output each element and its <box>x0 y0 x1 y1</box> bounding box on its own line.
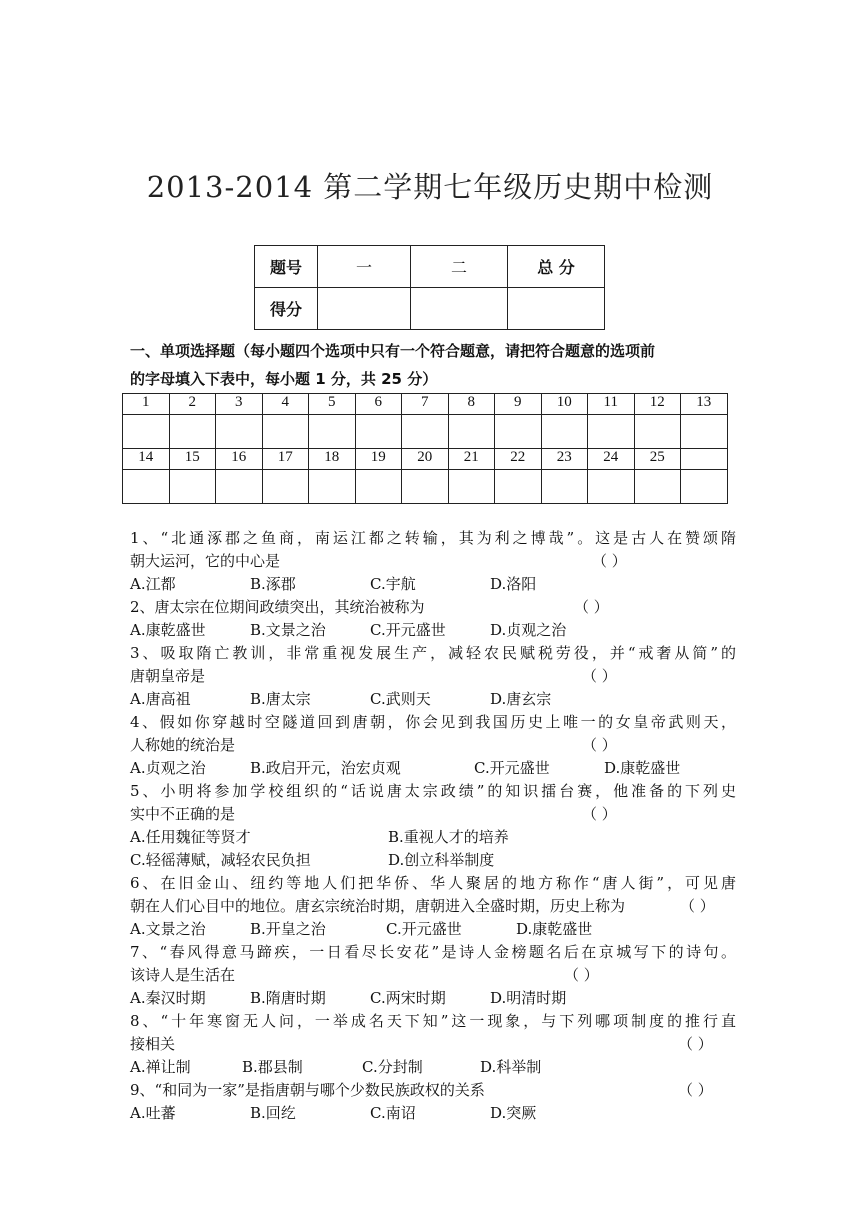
option-a[interactable]: A.唐高祖 <box>130 690 191 708</box>
option-c[interactable]: C.南诏 <box>370 1104 416 1122</box>
question-line: 实中不正确的是 <box>130 805 236 823</box>
question-line: 2、唐太宗在位期间政绩突出，其统治被称为 <box>130 598 425 616</box>
answer-number: 23 <box>541 449 588 470</box>
answer-number: 3 <box>216 394 263 415</box>
question-line: 6、在旧金山、纽约等地人们把华侨、华人聚居的地方称作“唐人街”，可见唐 <box>130 874 736 892</box>
answer-number: 7 <box>402 394 449 415</box>
question-text <box>130 1033 736 1056</box>
option-row <box>130 1102 736 1125</box>
answer-number: 1 <box>123 394 170 415</box>
score-cell[interactable] <box>318 288 411 330</box>
answer-parentheses[interactable]: （ ） <box>678 1035 713 1053</box>
option-row <box>130 573 736 596</box>
answer-cell[interactable] <box>634 470 681 504</box>
answer-number: 18 <box>309 449 356 470</box>
answer-number: 9 <box>495 394 542 415</box>
answer-number: 14 <box>123 449 170 470</box>
answer-parentheses[interactable]: （ ） <box>574 598 609 616</box>
answer-cell[interactable] <box>355 415 402 449</box>
score-cell[interactable] <box>508 288 605 330</box>
option-row <box>130 987 736 1010</box>
answer-number: 6 <box>355 394 402 415</box>
option-row <box>130 688 736 711</box>
answer-cell[interactable] <box>541 470 588 504</box>
option-a[interactable]: A.秦汉时期 <box>130 989 206 1007</box>
option-a[interactable]: A.康乾盛世 <box>130 621 206 639</box>
question-item <box>130 642 736 711</box>
answer-cell[interactable] <box>355 470 402 504</box>
option-d[interactable]: D.科举制 <box>480 1058 542 1076</box>
option-d[interactable]: D.康乾盛世 <box>604 759 681 777</box>
answer-cell[interactable] <box>169 415 216 449</box>
answer-cell[interactable] <box>448 415 495 449</box>
question-item <box>130 1079 736 1125</box>
option-row <box>130 826 736 849</box>
answer-cell[interactable] <box>588 470 635 504</box>
score-header-part2: 二 <box>411 246 508 288</box>
option-a[interactable]: A.贞观之治 <box>130 759 206 777</box>
question-text <box>130 1079 736 1102</box>
question-text <box>130 1010 736 1033</box>
option-d[interactable]: D.唐玄宗 <box>490 690 552 708</box>
option-b[interactable]: B.文景之治 <box>250 621 326 639</box>
answer-cell[interactable] <box>216 415 263 449</box>
answer-cell[interactable] <box>262 415 309 449</box>
question-item <box>130 527 736 596</box>
question-text <box>130 964 736 987</box>
option-row <box>130 757 736 780</box>
question-line: 朝大运河，它的中心是 <box>130 552 281 570</box>
question-text <box>130 872 736 895</box>
answer-number: 15 <box>169 449 216 470</box>
option-c[interactable]: C.分封制 <box>362 1058 423 1076</box>
option-b[interactable]: B.涿郡 <box>250 575 296 593</box>
answer-number: 19 <box>355 449 402 470</box>
question-line: 该诗人是生活在 <box>130 966 236 984</box>
answer-cell[interactable] <box>216 470 263 504</box>
option-c[interactable]: C.轻徭薄赋，减轻农民负担 <box>130 851 311 869</box>
option-a[interactable]: A.任用魏征等贤才 <box>130 828 251 846</box>
option-row <box>130 619 736 642</box>
option-d[interactable]: D.洛阳 <box>490 575 537 593</box>
question-line: 接相关 <box>130 1035 176 1053</box>
answer-cell[interactable] <box>309 470 356 504</box>
question-text <box>130 711 736 734</box>
answer-number: 10 <box>541 394 588 415</box>
answer-cell[interactable] <box>402 415 449 449</box>
option-row <box>130 1056 736 1079</box>
answer-parentheses[interactable]: （ ） <box>592 552 627 570</box>
score-cell[interactable] <box>411 288 508 330</box>
answer-cell[interactable] <box>588 415 635 449</box>
answer-number: 24 <box>588 449 635 470</box>
answer-number: 2 <box>169 394 216 415</box>
question-text <box>130 895 736 918</box>
question-item <box>130 1010 736 1079</box>
option-b[interactable]: B.重视人才的培养 <box>388 828 509 846</box>
option-b[interactable]: B.政启开元，治宏贞观 <box>250 759 401 777</box>
question-item <box>130 872 736 941</box>
answer-number: 21 <box>448 449 495 470</box>
answer-cell[interactable] <box>262 470 309 504</box>
answer-number: 20 <box>402 449 449 470</box>
answer-cell[interactable] <box>123 470 170 504</box>
answer-cell[interactable] <box>169 470 216 504</box>
option-row <box>130 849 736 872</box>
option-a[interactable]: A.禅让制 <box>130 1058 191 1076</box>
question-line: 朝在人们心目中的地位。唐玄宗统治时期，唐朝进入全盛时期，历史上称为 <box>130 897 626 915</box>
option-a[interactable]: A.吐蕃 <box>130 1104 176 1122</box>
option-c[interactable]: C.武则天 <box>370 690 431 708</box>
answer-cell[interactable] <box>123 415 170 449</box>
option-b[interactable]: B.郡县制 <box>242 1058 303 1076</box>
option-row <box>130 918 736 941</box>
question-line: 4、假如你穿越时空隧道回到唐朝，你会见到我国历史上唯一的女皇帝武则天， <box>130 713 736 731</box>
question-text <box>130 780 736 803</box>
question-line: 8、“十年寒窗无人问，一举成名天下知”这一现象，与下列哪项制度的推行直 <box>130 1012 736 1030</box>
answer-number: 22 <box>495 449 542 470</box>
answer-cell[interactable] <box>495 470 542 504</box>
question-item <box>130 780 736 872</box>
option-c[interactable]: C.两宋时期 <box>370 989 446 1007</box>
question-item <box>130 941 736 1010</box>
answer-cell[interactable] <box>541 415 588 449</box>
score-row-label: 得分 <box>255 288 318 330</box>
option-b[interactable]: B.唐太宗 <box>250 690 311 708</box>
option-b[interactable]: B.开皇之治 <box>250 920 326 938</box>
question-line: 9、“和同为一家”是指唐朝与哪个少数民族政权的关系 <box>130 1081 485 1099</box>
answer-parentheses[interactable]: （ ） <box>678 1081 713 1099</box>
answer-number: 8 <box>448 394 495 415</box>
option-d[interactable]: D.突厥 <box>490 1104 537 1122</box>
option-b[interactable]: B.回纥 <box>250 1104 296 1122</box>
answer-parentheses[interactable]: （ ） <box>582 736 617 754</box>
question-line: 唐朝皇帝是 <box>130 667 206 685</box>
answer-cell[interactable] <box>634 415 681 449</box>
option-a[interactable]: A.文景之治 <box>130 920 206 938</box>
question-text <box>130 734 736 757</box>
question-line: 7、“春风得意马蹄疾，一日看尽长安花”是诗人金榜题名后在京城写下的诗句。 <box>130 943 736 961</box>
option-c[interactable]: C.开元盛世 <box>370 621 446 639</box>
answer-cell[interactable] <box>681 470 728 504</box>
option-a[interactable]: A.江都 <box>130 575 176 593</box>
score-header-part1: 一 <box>318 246 411 288</box>
answer-number: 4 <box>262 394 309 415</box>
option-d[interactable]: D.明清时期 <box>490 989 567 1007</box>
question-text <box>130 550 736 573</box>
question-line: 1、“北通涿郡之鱼商，南运江都之转输，其为利之博哉”。这是古人在赞颂隋 <box>130 529 736 547</box>
option-c[interactable]: C.宇航 <box>370 575 416 593</box>
option-d[interactable]: D.康乾盛世 <box>516 920 593 938</box>
question-text <box>130 941 736 964</box>
option-b[interactable]: B.隋唐时期 <box>250 989 326 1007</box>
option-c[interactable]: C.开元盛世 <box>474 759 550 777</box>
page-title: 2013-2014 第二学期七年级历史期中检测 <box>146 170 714 204</box>
question-text <box>130 596 736 619</box>
answer-number: 5 <box>309 394 356 415</box>
answer-cell[interactable] <box>402 470 449 504</box>
answer-cell[interactable] <box>448 470 495 504</box>
question-item <box>130 596 736 642</box>
answer-number: 25 <box>634 449 681 470</box>
option-c[interactable]: C.开元盛世 <box>386 920 462 938</box>
option-d[interactable]: D.创立科举制度 <box>388 851 495 869</box>
answer-cell[interactable] <box>681 415 728 449</box>
answer-number: 13 <box>681 394 728 415</box>
answer-number <box>681 449 728 470</box>
question-text <box>130 665 736 688</box>
section-heading-cont: 的字母填入下表中，每小题 1 分，共 25 分） <box>130 370 438 388</box>
question-item <box>130 711 736 780</box>
answer-table <box>122 393 728 504</box>
answer-parentheses[interactable]: （ ） <box>582 667 617 685</box>
question-line: 3、吸取隋亡教训，非常重视发展生产，减轻农民赋税劳役，并“戒奢从简”的 <box>130 644 736 662</box>
answer-parentheses[interactable]: （ ） <box>582 805 617 823</box>
answer-cell[interactable] <box>309 415 356 449</box>
score-header-label: 题号 <box>255 246 318 288</box>
question-line: 5、小明将参加学校组织的“话说唐太宗政绩”的知识擂台赛，他准备的下列史 <box>130 782 736 800</box>
section-heading: 一、单项选择题（每小题四个选项中只有一个符合题意，请把符合题意的选项前 <box>130 342 656 360</box>
question-line: 人称她的统治是 <box>130 736 236 754</box>
answer-number: 12 <box>634 394 681 415</box>
question-list <box>130 527 736 1125</box>
answer-number: 17 <box>262 449 309 470</box>
answer-number: 16 <box>216 449 263 470</box>
option-d[interactable]: D.贞观之治 <box>490 621 567 639</box>
question-text <box>130 527 736 550</box>
score-table <box>254 245 605 330</box>
question-text <box>130 803 736 826</box>
answer-number: 11 <box>588 394 635 415</box>
answer-parentheses[interactable]: （ ） <box>564 966 599 984</box>
answer-cell[interactable] <box>495 415 542 449</box>
question-text <box>130 642 736 665</box>
answer-parentheses[interactable]: （ ） <box>680 897 715 915</box>
score-header-total: 总 分 <box>508 246 605 288</box>
